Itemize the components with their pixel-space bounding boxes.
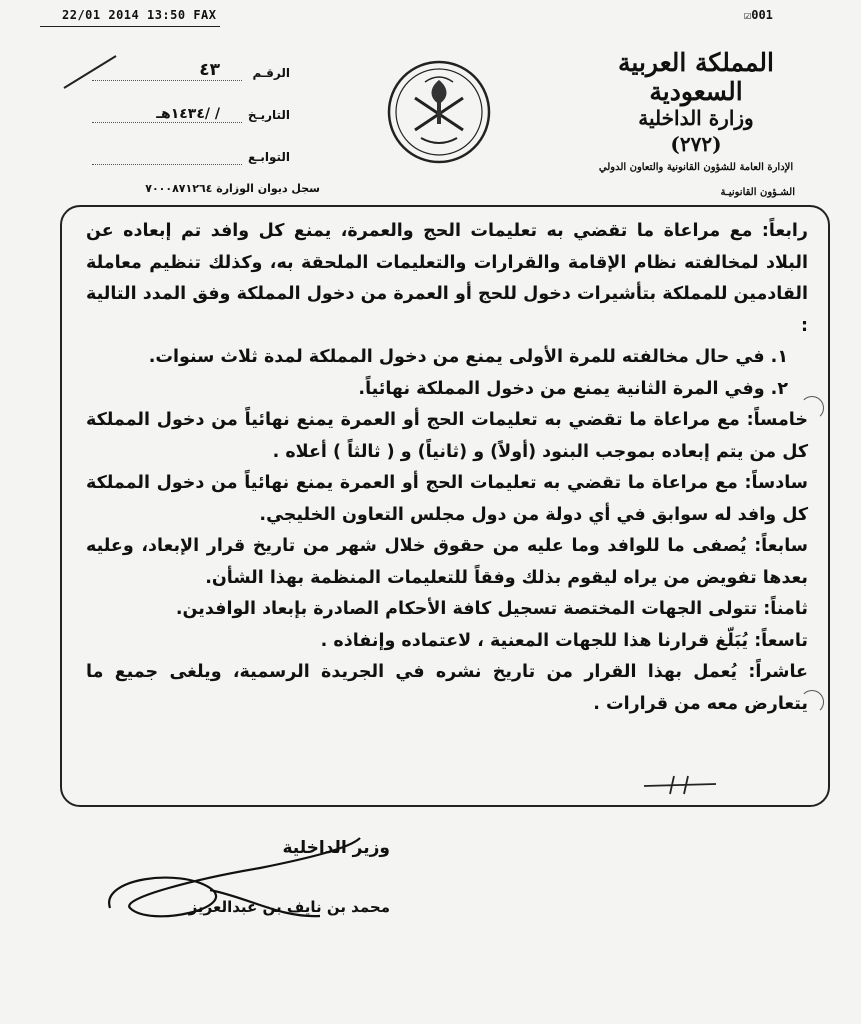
clause-eighth — [86, 594, 808, 626]
clause-text: يُصفى ما للوافد وما عليه من حقوق خلال شهر من تاريخ قرار الإبعاد، وعليه بعدها تفويض من يراه ليقوم بذلك وفقاً للتعليمات المنظمة بهذا الشأن. — [86, 536, 808, 588]
attachments-label: التوابـع — [248, 150, 290, 164]
reference-label: الرقـم — [252, 66, 290, 80]
clause-seventh — [86, 531, 808, 594]
date-row — [80, 108, 290, 150]
section-name: الشـؤون القانونيـة — [720, 187, 795, 198]
punch-hole-mark — [800, 396, 824, 420]
clause-label: ثامناً: — [763, 599, 808, 619]
date-label: التاريـخ — [247, 108, 290, 122]
signatory-title: وزير الداخلية — [282, 838, 390, 858]
fax-page-number: ☑001 — [744, 8, 773, 22]
signatory-name: محمد بن نايف بن عبدالعزيز — [188, 898, 390, 916]
department-name: الإدارة العامة للشؤون القانونية والتعاون الدولي — [598, 162, 794, 173]
clause-label: سابعاً: — [754, 536, 808, 556]
clause-text: تتولى الجهات المختصة تسجيل كافة الأحكام الصادرة بإبعاد الوافدين. — [175, 599, 764, 619]
punch-hole-mark — [800, 690, 824, 714]
clause-fourth — [86, 216, 808, 342]
clause-ninth — [86, 626, 808, 658]
fax-header — [0, 6, 861, 26]
kingdom-name: المملكة العربية السعودية — [618, 48, 774, 106]
clause-text: مع مراعاة ما تقضي به تعليمات الحج أو العمرة يمنع نهائياً من دخول المملكة كل وافد له سوابق في أي دولة من دول مجلس التعاون الخليجي. — [86, 473, 808, 525]
clause-label: خامساً: — [746, 410, 808, 430]
clause-fourth-item-1: ١. في حال مخالفته للمرة الأولى يمنع من دخول المملكة لمدة ثلاث سنوات. — [148, 347, 788, 367]
reference-value: ٤٣ — [199, 60, 220, 80]
date-value: / /١٤٣٤هـ — [156, 106, 220, 122]
letterhead-left — [80, 60, 320, 195]
ministry-number: (٢٧٢) — [670, 132, 722, 156]
clause-text: مع مراعاة ما تقضي به تعليمات الحج والعمرة، يمنع كل وافد تم إبعاده عن البلاد لمخالفته نظام الإقامة والقرارات والتعليمات الملحقة به، وكذلك تنظيم معاملة القادمين للمملكة بتأشيرات دخول للحج أو العمرة من دخول المملكة وفق المدد التالية : — [86, 221, 808, 336]
clause-label: عاشراً: — [748, 662, 808, 682]
clause-label: رابعاً: — [761, 221, 808, 241]
fax-rule — [40, 26, 220, 27]
clause-text: يُعمل بهذا القرار من تاريخ نشره في الجريدة الرسمية، ويلغى جميع ما يتعارض معه من قرارات . — [86, 662, 808, 714]
ministry-name: وزارة الداخلية — [638, 106, 754, 130]
clause-text: يُبَلّغ قرارنا هذا للجهات المعنية ، لاعتماده وإنفاذه . — [320, 630, 755, 651]
saudi-emblem-icon — [385, 58, 493, 166]
signature-block — [90, 828, 390, 948]
clause-fifth — [86, 405, 808, 468]
clause-label: سادساً: — [744, 473, 808, 493]
clause-sixth — [86, 468, 808, 531]
clause-tenth — [86, 657, 808, 720]
clause-fourth-item-2: ٢. وفي المرة الثانية يمنع من دخول المملكة نهائياً. — [358, 378, 788, 399]
registry-number: سجل ديوان الوزارة ٧٠٠٠٨٧١٢٦٤ — [145, 182, 320, 195]
letterhead-right — [571, 48, 821, 198]
initial-mark — [640, 772, 720, 796]
clause-label: تاسعاً: — [754, 630, 808, 651]
clause-text: مع مراعاة ما تقضي به تعليمات الحج أو العمرة يمنع نهائياً من دخول المملكة كل من يتم إبعاده بموجب البنود (أولاً) و (ثانياً) و ( ثالثاً ) أعلاه . — [86, 410, 808, 462]
decision-body — [86, 216, 808, 720]
fax-timestamp: 22/01 2014 13:50 FAX — [62, 8, 217, 22]
reference-row — [80, 60, 290, 108]
